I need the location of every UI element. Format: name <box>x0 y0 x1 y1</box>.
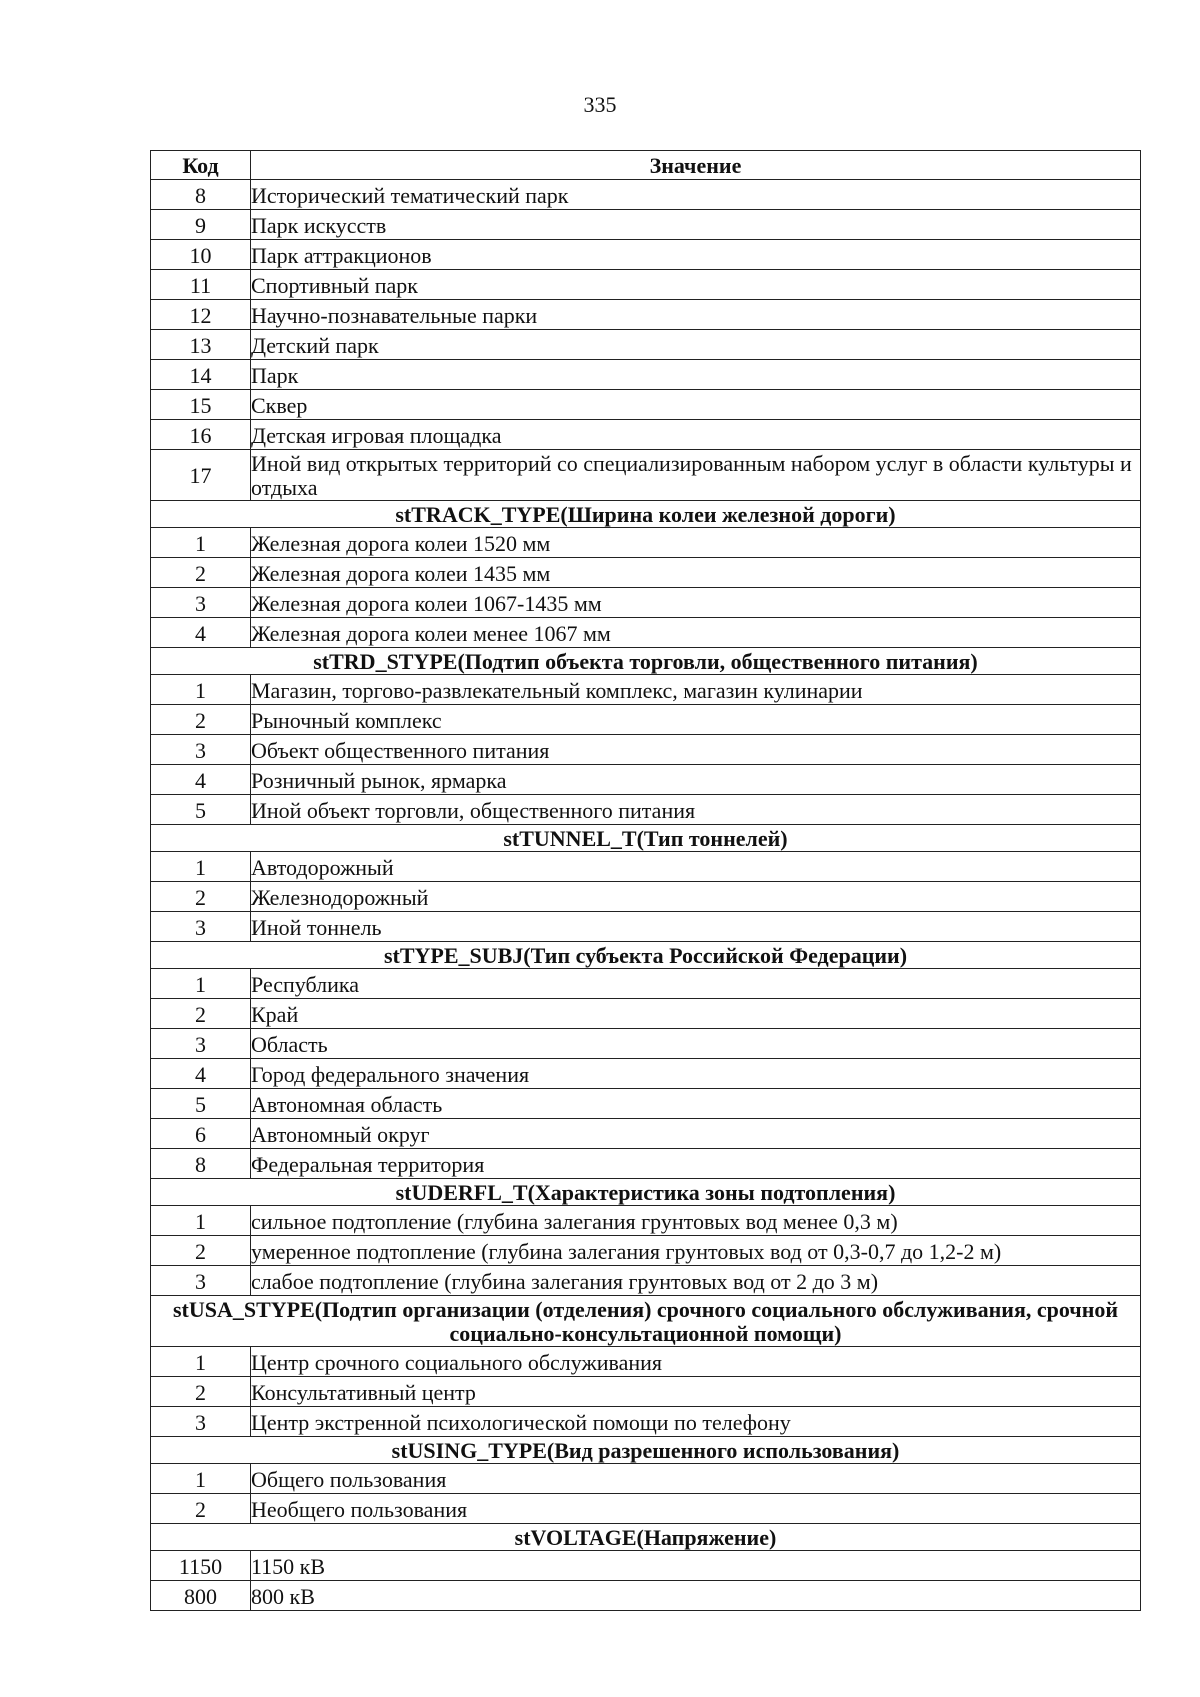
value-cell: Спортивный парк <box>251 270 1141 300</box>
code-cell: 9 <box>151 210 251 240</box>
section-header-row <box>151 648 1141 675</box>
table-row <box>151 558 1141 588</box>
code-cell: 3 <box>151 912 251 942</box>
section-title: stUSING_TYPE(Вид разрешенного использования) <box>151 1437 1141 1464</box>
code-cell: 8 <box>151 180 251 210</box>
table-row <box>151 1266 1141 1296</box>
code-cell: 11 <box>151 270 251 300</box>
code-cell: 2 <box>151 1377 251 1407</box>
code-table <box>150 150 1141 1611</box>
table-row <box>151 1347 1141 1377</box>
value-cell: Федеральная территория <box>251 1149 1141 1179</box>
section-title: stUDERFL_T(Характеристика зоны подтопления) <box>151 1179 1141 1206</box>
table-row <box>151 1581 1141 1611</box>
code-cell: 17 <box>151 450 251 501</box>
code-cell: 15 <box>151 390 251 420</box>
table-row <box>151 1464 1141 1494</box>
value-cell: Железная дорога колеи 1435 мм <box>251 558 1141 588</box>
section-title: stTYPE_SUBJ(Тип субъекта Российской Федерации) <box>151 942 1141 969</box>
table-row <box>151 618 1141 648</box>
code-cell: 3 <box>151 1266 251 1296</box>
value-cell: Область <box>251 1029 1141 1059</box>
code-cell: 1 <box>151 675 251 705</box>
value-cell: Магазин, торгово-развлекательный комплекс, магазин кулинарии <box>251 675 1141 705</box>
value-cell: Железная дорога колеи 1520 мм <box>251 528 1141 558</box>
code-cell: 10 <box>151 240 251 270</box>
code-cell: 12 <box>151 300 251 330</box>
value-cell: Центр экстренной психологической помощи по телефону <box>251 1407 1141 1437</box>
value-cell: Республика <box>251 969 1141 999</box>
table-row <box>151 999 1141 1029</box>
code-cell: 2 <box>151 1494 251 1524</box>
value-cell: Центр срочного социального обслуживания <box>251 1347 1141 1377</box>
value-cell: Детская игровая площадка <box>251 420 1141 450</box>
page-number: 335 <box>583 92 617 117</box>
table-row <box>151 1059 1141 1089</box>
code-cell: 3 <box>151 588 251 618</box>
table-row <box>151 420 1141 450</box>
table-row <box>151 1029 1141 1059</box>
code-cell: 3 <box>151 1407 251 1437</box>
value-cell: Необщего пользования <box>251 1494 1141 1524</box>
code-cell: 16 <box>151 420 251 450</box>
code-cell: 5 <box>151 1089 251 1119</box>
value-cell: Иной тоннель <box>251 912 1141 942</box>
code-cell: 2 <box>151 999 251 1029</box>
table-row <box>151 180 1141 210</box>
code-cell: 1 <box>151 852 251 882</box>
value-cell: Объект общественного питания <box>251 735 1141 765</box>
table-row <box>151 1089 1141 1119</box>
value-cell: Парк <box>251 360 1141 390</box>
table-row <box>151 390 1141 420</box>
code-cell: 1150 <box>151 1551 251 1581</box>
table-header-row <box>151 151 1141 180</box>
value-cell: сильное подтопление (глубина залегания грунтовых вод менее 0,3 м) <box>251 1206 1141 1236</box>
value-cell: Розничный рынок, ярмарка <box>251 765 1141 795</box>
value-cell: Парк искусств <box>251 210 1141 240</box>
table-body <box>151 180 1141 1611</box>
value-cell: Железнодорожный <box>251 882 1141 912</box>
code-cell: 1 <box>151 1464 251 1494</box>
code-cell: 8 <box>151 1149 251 1179</box>
code-cell: 3 <box>151 1029 251 1059</box>
value-cell: Консультативный центр <box>251 1377 1141 1407</box>
code-cell: 3 <box>151 735 251 765</box>
code-cell: 6 <box>151 1119 251 1149</box>
section-header-row <box>151 1296 1141 1347</box>
code-cell: 1 <box>151 1347 251 1377</box>
code-cell: 2 <box>151 705 251 735</box>
code-cell: 4 <box>151 618 251 648</box>
value-column-header: Значение <box>251 151 1141 180</box>
value-cell: Иной объект торговли, общественного питания <box>251 795 1141 825</box>
table-row <box>151 735 1141 765</box>
value-cell: Сквер <box>251 390 1141 420</box>
value-cell: Край <box>251 999 1141 1029</box>
section-title: stTUNNEL_T(Тип тоннелей) <box>151 825 1141 852</box>
table-row <box>151 852 1141 882</box>
code-cell: 14 <box>151 360 251 390</box>
value-cell: Научно-познавательные парки <box>251 300 1141 330</box>
table-row <box>151 795 1141 825</box>
table-row <box>151 1206 1141 1236</box>
value-cell: 800 кВ <box>251 1581 1141 1611</box>
value-cell: Общего пользования <box>251 1464 1141 1494</box>
section-header-row <box>151 1437 1141 1464</box>
table-row <box>151 1236 1141 1266</box>
table-row <box>151 969 1141 999</box>
value-cell: Автономная область <box>251 1089 1141 1119</box>
value-cell: Детский парк <box>251 330 1141 360</box>
code-cell: 2 <box>151 558 251 588</box>
table-row <box>151 1377 1141 1407</box>
value-cell: Автономный округ <box>251 1119 1141 1149</box>
code-column-header: Код <box>151 151 251 180</box>
value-cell: слабое подтопление (глубина залегания грунтовых вод от 2 до 3 м) <box>251 1266 1141 1296</box>
section-header-row <box>151 825 1141 852</box>
section-header-row <box>151 942 1141 969</box>
table-row <box>151 300 1141 330</box>
table-row <box>151 882 1141 912</box>
table-row <box>151 1119 1141 1149</box>
section-title: stVOLTAGE(Напряжение) <box>151 1524 1141 1551</box>
section-title: stUSA_STYPE(Подтип организации (отделения) срочного социального обслуживания, срочной социально-консультационной помощи) <box>151 1296 1141 1347</box>
table-row <box>151 360 1141 390</box>
table-row <box>151 1149 1141 1179</box>
table-row <box>151 588 1141 618</box>
code-cell: 800 <box>151 1581 251 1611</box>
table-row <box>151 912 1141 942</box>
table-row <box>151 210 1141 240</box>
section-title: stTRD_STYPE(Подтип объекта торговли, общественного питания) <box>151 648 1141 675</box>
code-cell: 1 <box>151 528 251 558</box>
section-title: stTRACK_TYPE(Ширина колеи железной дороги) <box>151 501 1141 528</box>
value-cell: умеренное подтопление (глубина залегания грунтовых вод от 0,3-0,7 до 1,2-2 м) <box>251 1236 1141 1266</box>
value-cell: Железная дорога колеи менее 1067 мм <box>251 618 1141 648</box>
code-cell: 1 <box>151 1206 251 1236</box>
table-row <box>151 1407 1141 1437</box>
table-row <box>151 240 1141 270</box>
table-row <box>151 450 1141 501</box>
value-cell: Автодорожный <box>251 852 1141 882</box>
code-cell: 5 <box>151 795 251 825</box>
code-cell: 2 <box>151 1236 251 1266</box>
value-cell: Рыночный комплекс <box>251 705 1141 735</box>
code-cell: 4 <box>151 765 251 795</box>
value-cell: Железная дорога колеи 1067-1435 мм <box>251 588 1141 618</box>
table-row <box>151 1551 1141 1581</box>
table-row <box>151 330 1141 360</box>
code-cell: 4 <box>151 1059 251 1089</box>
table-row <box>151 528 1141 558</box>
value-cell: Иной вид открытых территорий со специализированным набором услуг в области культуры и отдыха <box>251 450 1141 501</box>
table-row <box>151 270 1141 300</box>
value-cell: 1150 кВ <box>251 1551 1141 1581</box>
code-cell: 13 <box>151 330 251 360</box>
section-header-row <box>151 501 1141 528</box>
section-header-row <box>151 1179 1141 1206</box>
value-cell: Исторический тематический парк <box>251 180 1141 210</box>
table-row <box>151 1494 1141 1524</box>
value-cell: Город федерального значения <box>251 1059 1141 1089</box>
table-row <box>151 765 1141 795</box>
section-header-row <box>151 1524 1141 1551</box>
value-cell: Парк аттракционов <box>251 240 1141 270</box>
code-cell: 2 <box>151 882 251 912</box>
table-row <box>151 675 1141 705</box>
code-cell: 1 <box>151 969 251 999</box>
table-row <box>151 705 1141 735</box>
